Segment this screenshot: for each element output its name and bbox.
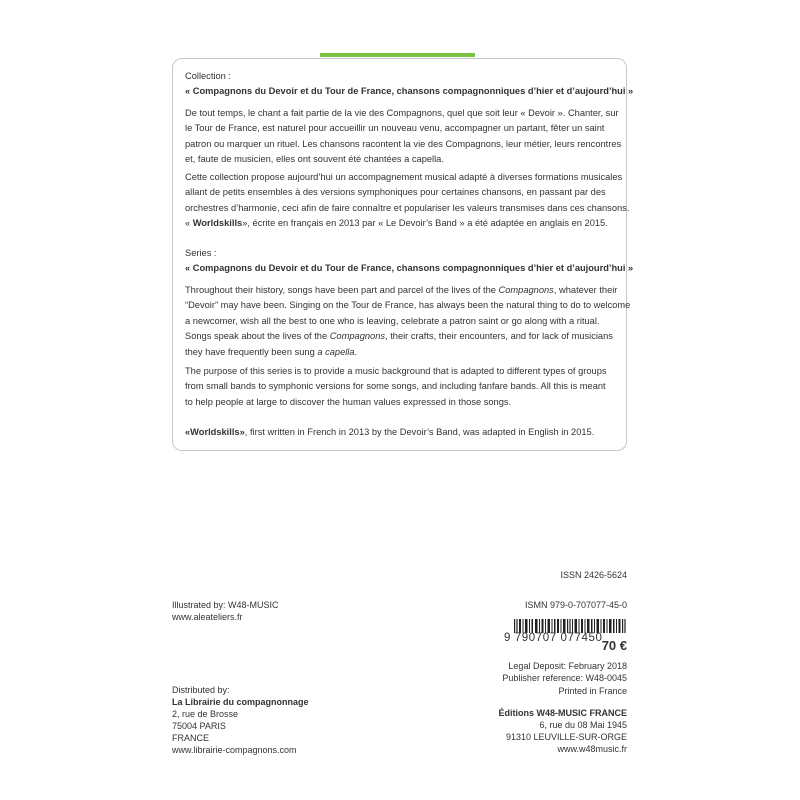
italic-span: Compagnons xyxy=(498,285,554,295)
barcode-icon xyxy=(514,619,627,633)
accent-bar xyxy=(320,53,475,57)
text-span: . xyxy=(354,346,358,357)
text-line: Cette collection propose aujourd’hui un accompagnement musical adapté à diverses formations musicales xyxy=(185,172,623,182)
distributor-name: La Librairie du compagnonnage xyxy=(172,697,309,707)
series-heading: Series : xyxy=(185,248,217,258)
publisher-address-1: 6, rue du 08 Mai 1945 xyxy=(539,720,627,730)
text-span: they have frequently been sung xyxy=(185,346,318,357)
text-span: , first written in French in 2013 by the Devoir’s Band, was adapted in English in 2015. xyxy=(244,427,595,437)
text-line: patron ou marquer un rituel. Les chansons racontent la vie des Compagnons, leur métier, leurs rencontres xyxy=(185,138,622,149)
publisher-url[interactable]: www.w48music.fr xyxy=(557,744,627,754)
text-line: from small bands to symphonic versions for some songs, and including fanfare bands. All this is meant xyxy=(185,381,606,392)
text-span: Songs speak about the lives of the xyxy=(185,331,330,342)
text-line: orchestres d’harmonie, ceci afin de faire connaître et populariser les valeurs transmises dans ces chansons. xyxy=(185,202,630,213)
text-line: et, faute de musicien, elles ont souvent été chantées a capella. xyxy=(185,154,444,165)
collection-paragraph-1 xyxy=(185,106,622,168)
text-line: De tout temps, le chant a fait partie de la vie des Compagnons, quel que soit leur « Devoir ». Chanter, sur xyxy=(185,108,619,118)
text-line: The purpose of this series is to provide a music background that is adapted to different types of groups xyxy=(185,366,607,376)
text-line xyxy=(185,329,617,344)
text-line: allant de petits ensembles à des versions symphoniques pour certaines chansons, en passant par des xyxy=(185,187,606,198)
series-title: « Compagnons du Devoir et du Tour de France, chansons compagnonniques d’hier et d’aujourd’hui » xyxy=(185,263,634,273)
italic-span: Compagnons xyxy=(329,331,386,342)
text-line xyxy=(185,216,617,231)
text-line: le Tour de France, est naturel pour accueillir un nouveau venu, accompagner un partant, fêter un saint xyxy=(185,123,605,134)
printed-in: Printed in France xyxy=(558,686,627,696)
text-span: , their crafts, their encounters, and for lack of musicians xyxy=(385,331,613,342)
issn: ISSN 2426-5624 xyxy=(560,570,627,580)
series-paragraph-3 xyxy=(185,425,617,440)
illustrated-by: Illustrated by: W48-MUSIC xyxy=(172,600,279,610)
text-span: Throughout their history, songs have been part and parcel of the lives of the xyxy=(185,285,499,295)
text-span: », écrite en français en 2013 par « Le Devoir’s Band » a été adaptée en anglais en 2015. xyxy=(242,218,608,229)
collection-heading: Collection : xyxy=(185,71,231,81)
legal-deposit: Legal Deposit: February 2018 xyxy=(508,661,627,671)
barcode-digits: 9 790707 077450 xyxy=(504,632,603,644)
collection-paragraph-2 xyxy=(185,170,630,232)
publisher-address-2: 91310 LEUVILLE-SUR-ORGE xyxy=(505,732,627,742)
text-line xyxy=(185,345,617,360)
series-paragraph-1 xyxy=(185,283,631,360)
text-line: “Devoir” may have been. Singing on the Tour de France, has always been the natural thing to do to welcome xyxy=(185,300,631,311)
publisher-name: Éditions W48-MUSIC FRANCE xyxy=(498,708,627,718)
distributor-url[interactable]: www.librairie-compagnons.com xyxy=(172,745,297,755)
ismn: ISMN 979-0-707077-45-0 xyxy=(524,600,627,610)
distributor-address-1: 2, rue de Brosse xyxy=(172,709,239,719)
worldskills-bold: Worldskills xyxy=(192,218,243,229)
distributed-by-label: Distributed by: xyxy=(172,685,230,695)
series-paragraph-2 xyxy=(185,364,617,410)
italic-span: a capella xyxy=(317,346,355,357)
text-line: to help people at large to discover the human values expressed in those songs. xyxy=(185,396,512,407)
worldskills-bold: «Worldskills» xyxy=(185,427,245,437)
text-span: , whatever their xyxy=(553,285,618,295)
text-line: a newcomer, wish all the best to one who is leaving, celebrate a patron saint or go along with a ritual. xyxy=(185,315,600,326)
collection-title: « Compagnons du Devoir et du Tour de France, chansons compagnonniques d’hier et d’aujourd’hui » xyxy=(185,86,634,96)
text-line xyxy=(185,283,617,298)
price: 70 € xyxy=(601,638,627,653)
publisher-reference: Publisher reference: W48-0045 xyxy=(502,673,627,683)
distributor-country: FRANCE xyxy=(172,733,210,743)
distributor-address-2: 75004 PARIS xyxy=(172,721,226,731)
illustrator-url[interactable]: www.aleateliers.fr xyxy=(172,612,243,622)
text-span: « xyxy=(185,218,193,229)
